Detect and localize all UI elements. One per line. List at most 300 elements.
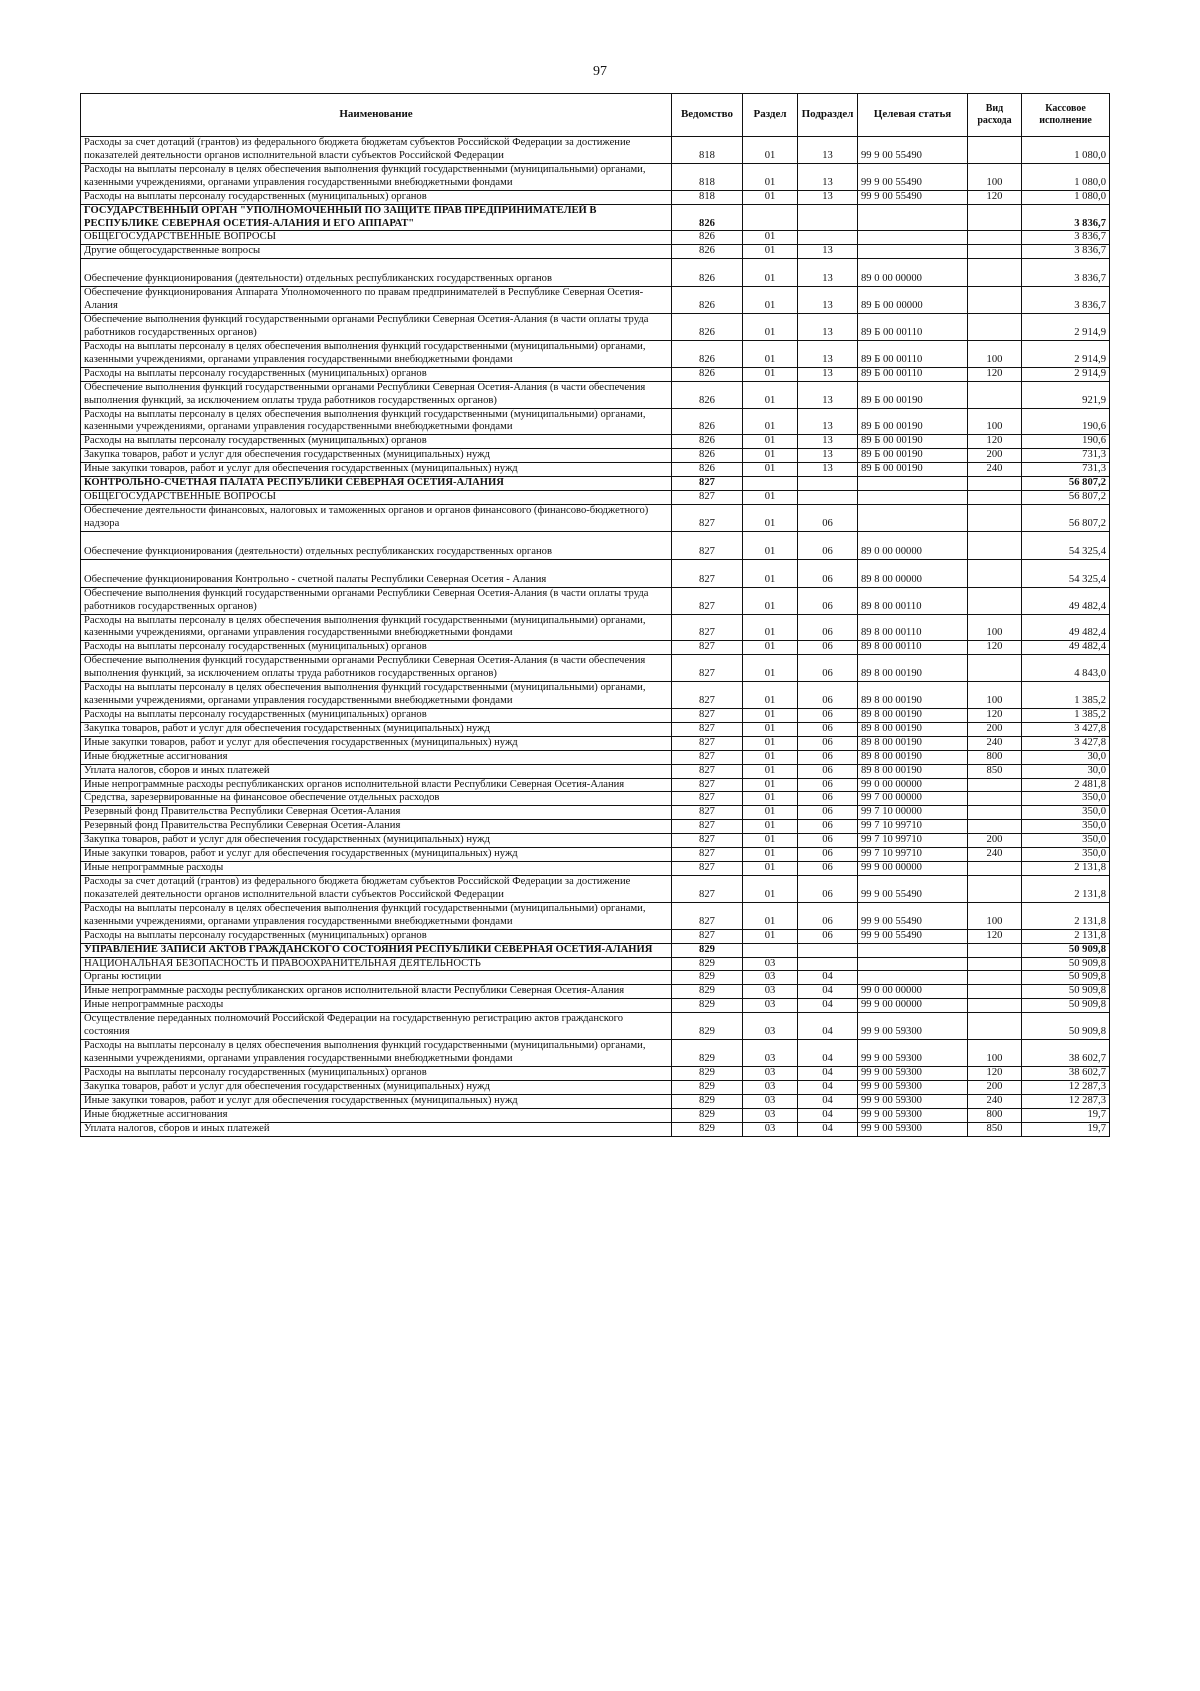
cell-celevaya-statya: 99 9 00 59300 bbox=[858, 1066, 968, 1080]
table-row bbox=[81, 1108, 1110, 1122]
table-row bbox=[81, 504, 1110, 531]
cell-razdel: 01 bbox=[743, 381, 798, 408]
cell-kassovoe-ispolnenie: 350,0 bbox=[1022, 806, 1110, 820]
cell-razdel: 01 bbox=[743, 708, 798, 722]
cell-celevaya-statya: 89 8 00 00190 bbox=[858, 764, 968, 778]
cell-podrazdel: 06 bbox=[798, 792, 858, 806]
cell-kassovoe-ispolnenie: 1 080,0 bbox=[1022, 137, 1110, 164]
cell-celevaya-statya: 99 7 00 00000 bbox=[858, 792, 968, 806]
table-row bbox=[81, 435, 1110, 449]
cell-celevaya-statya: 99 7 10 99710 bbox=[858, 848, 968, 862]
cell-vedomstvo: 826 bbox=[672, 449, 743, 463]
cell-vid-rashoda bbox=[968, 504, 1022, 531]
cell-razdel: 01 bbox=[743, 722, 798, 736]
cell-razdel: 01 bbox=[743, 435, 798, 449]
cell-celevaya-statya: 99 7 10 00000 bbox=[858, 806, 968, 820]
cell-celevaya-statya: 89 8 00 00190 bbox=[858, 682, 968, 709]
cell-podrazdel: 13 bbox=[798, 381, 858, 408]
cell-vid-rashoda: 240 bbox=[968, 1094, 1022, 1108]
cell-name: НАЦИОНАЛЬНАЯ БЕЗОПАСНОСТЬ И ПРАВООХРАНИТЕЛЬНАЯ ДЕЯТЕЛЬНОСТЬ bbox=[81, 957, 672, 971]
cell-kassovoe-ispolnenie: 50 909,8 bbox=[1022, 1013, 1110, 1040]
table-row bbox=[81, 231, 1110, 245]
table-row bbox=[81, 957, 1110, 971]
cell-kassovoe-ispolnenie: 49 482,4 bbox=[1022, 587, 1110, 614]
cell-vid-rashoda bbox=[968, 245, 1022, 259]
cell-vedomstvo: 827 bbox=[672, 862, 743, 876]
cell-razdel: 01 bbox=[743, 736, 798, 750]
cell-vedomstvo: 827 bbox=[672, 750, 743, 764]
cell-name: Расходы на выплаты персоналу государственных (муниципальных) органов bbox=[81, 1066, 672, 1080]
cell-celevaya-statya: 89 Б 00 00190 bbox=[858, 463, 968, 477]
cell-vedomstvo: 827 bbox=[672, 792, 743, 806]
cell-celevaya-statya: 89 Б 00 00190 bbox=[858, 435, 968, 449]
cell-vid-rashoda: 120 bbox=[968, 708, 1022, 722]
cell-vid-rashoda: 200 bbox=[968, 834, 1022, 848]
table-row bbox=[81, 820, 1110, 834]
cell-razdel: 01 bbox=[743, 792, 798, 806]
table-row bbox=[81, 204, 1110, 231]
cell-name: Уплата налогов, сборов и иных платежей bbox=[81, 1122, 672, 1136]
cell-name: УПРАВЛЕНИЕ ЗАПИСИ АКТОВ ГРАЖДАНСКОГО СОСТОЯНИЯ РЕСПУБЛИКИ СЕВЕРНАЯ ОСЕТИЯ-АЛАНИЯ bbox=[81, 943, 672, 957]
cell-vid-rashoda: 120 bbox=[968, 367, 1022, 381]
cell-name: Закупка товаров, работ и услуг для обеспечения государственных (муниципальных) нужд bbox=[81, 834, 672, 848]
table-row bbox=[81, 190, 1110, 204]
cell-vedomstvo: 827 bbox=[672, 682, 743, 709]
cell-kassovoe-ispolnenie: 54 325,4 bbox=[1022, 531, 1110, 559]
cell-vedomstvo: 818 bbox=[672, 137, 743, 164]
cell-podrazdel: 04 bbox=[798, 1066, 858, 1080]
cell-celevaya-statya: 89 8 00 00190 bbox=[858, 722, 968, 736]
cell-podrazdel: 04 bbox=[798, 1122, 858, 1136]
cell-name: Иные закупки товаров, работ и услуг для обеспечения государственных (муниципальных) нужд bbox=[81, 463, 672, 477]
cell-razdel: 01 bbox=[743, 682, 798, 709]
cell-name: Иные непрограммные расходы республиканских органов исполнительной власти Республики Северная Осетия-Алания bbox=[81, 985, 672, 999]
table-row bbox=[81, 999, 1110, 1013]
cell-podrazdel: 06 bbox=[798, 750, 858, 764]
cell-razdel: 01 bbox=[743, 231, 798, 245]
table-row bbox=[81, 491, 1110, 505]
cell-name: Расходы на выплаты персоналу государственных (муниципальных) органов bbox=[81, 708, 672, 722]
cell-razdel: 01 bbox=[743, 559, 798, 587]
cell-vedomstvo: 827 bbox=[672, 504, 743, 531]
table-row bbox=[81, 971, 1110, 985]
cell-vedomstvo: 827 bbox=[672, 902, 743, 929]
cell-kassovoe-ispolnenie: 2 131,8 bbox=[1022, 902, 1110, 929]
cell-vedomstvo: 826 bbox=[672, 245, 743, 259]
cell-name: Расходы на выплаты персоналу государственных (муниципальных) органов bbox=[81, 641, 672, 655]
cell-razdel: 03 bbox=[743, 957, 798, 971]
cell-podrazdel: 13 bbox=[798, 190, 858, 204]
cell-vid-rashoda bbox=[968, 381, 1022, 408]
cell-razdel bbox=[743, 204, 798, 231]
column-header-kassovoe-ispolnenie: Кассовое исполнение bbox=[1022, 94, 1110, 137]
cell-podrazdel: 04 bbox=[798, 1108, 858, 1122]
cell-podrazdel: 06 bbox=[798, 820, 858, 834]
cell-podrazdel: 04 bbox=[798, 1094, 858, 1108]
cell-celevaya-statya: 89 0 00 00000 bbox=[858, 259, 968, 287]
cell-podrazdel bbox=[798, 491, 858, 505]
cell-vid-rashoda: 100 bbox=[968, 1040, 1022, 1067]
cell-kassovoe-ispolnenie: 3 427,8 bbox=[1022, 722, 1110, 736]
table-row bbox=[81, 559, 1110, 587]
cell-kassovoe-ispolnenie: 3 836,7 bbox=[1022, 245, 1110, 259]
table-row bbox=[81, 722, 1110, 736]
cell-celevaya-statya: 99 9 00 59300 bbox=[858, 1013, 968, 1040]
cell-podrazdel: 06 bbox=[798, 806, 858, 820]
cell-vedomstvo: 826 bbox=[672, 314, 743, 341]
cell-celevaya-statya bbox=[858, 204, 968, 231]
cell-kassovoe-ispolnenie: 19,7 bbox=[1022, 1122, 1110, 1136]
cell-vedomstvo: 829 bbox=[672, 1080, 743, 1094]
cell-kassovoe-ispolnenie: 30,0 bbox=[1022, 764, 1110, 778]
cell-kassovoe-ispolnenie: 3 836,7 bbox=[1022, 287, 1110, 314]
cell-kassovoe-ispolnenie: 2 914,9 bbox=[1022, 340, 1110, 367]
cell-vid-rashoda: 100 bbox=[968, 682, 1022, 709]
cell-vid-rashoda bbox=[968, 971, 1022, 985]
cell-kassovoe-ispolnenie: 2 481,8 bbox=[1022, 778, 1110, 792]
cell-vedomstvo: 827 bbox=[672, 587, 743, 614]
table-row bbox=[81, 1013, 1110, 1040]
cell-celevaya-statya: 89 8 00 00000 bbox=[858, 559, 968, 587]
cell-podrazdel: 06 bbox=[798, 778, 858, 792]
cell-razdel: 03 bbox=[743, 999, 798, 1013]
cell-razdel: 01 bbox=[743, 614, 798, 641]
column-header-podrazdel: Подраздел bbox=[798, 94, 858, 137]
cell-name: ОБЩЕГОСУДАРСТВЕННЫЕ ВОПРОСЫ bbox=[81, 231, 672, 245]
cell-celevaya-statya: 89 Б 00 00110 bbox=[858, 367, 968, 381]
cell-vid-rashoda: 800 bbox=[968, 750, 1022, 764]
table-row bbox=[81, 614, 1110, 641]
cell-vid-rashoda: 100 bbox=[968, 408, 1022, 435]
cell-name: Иные непрограммные расходы bbox=[81, 999, 672, 1013]
table-row bbox=[81, 736, 1110, 750]
cell-name: Иные бюджетные ассигнования bbox=[81, 1108, 672, 1122]
cell-vid-rashoda bbox=[968, 820, 1022, 834]
cell-vedomstvo: 829 bbox=[672, 1013, 743, 1040]
cell-podrazdel: 06 bbox=[798, 531, 858, 559]
cell-razdel: 01 bbox=[743, 902, 798, 929]
cell-podrazdel: 06 bbox=[798, 876, 858, 903]
cell-razdel: 01 bbox=[743, 163, 798, 190]
table-row bbox=[81, 902, 1110, 929]
cell-vedomstvo: 827 bbox=[672, 477, 743, 491]
cell-name: Расходы на выплаты персоналу в целях обеспечения выполнения функций государственными (муниципальными) органами, казенными учреждениями, органами управления государственными внебюджетными фондами bbox=[81, 682, 672, 709]
cell-vid-rashoda bbox=[968, 259, 1022, 287]
table-row bbox=[81, 1080, 1110, 1094]
cell-celevaya-statya: 89 8 00 00110 bbox=[858, 587, 968, 614]
cell-vedomstvo: 827 bbox=[672, 848, 743, 862]
cell-razdel: 01 bbox=[743, 876, 798, 903]
cell-razdel: 01 bbox=[743, 764, 798, 778]
cell-vedomstvo: 827 bbox=[672, 806, 743, 820]
cell-podrazdel: 06 bbox=[798, 504, 858, 531]
cell-razdel: 01 bbox=[743, 449, 798, 463]
cell-kassovoe-ispolnenie: 19,7 bbox=[1022, 1108, 1110, 1122]
cell-razdel: 03 bbox=[743, 985, 798, 999]
cell-kassovoe-ispolnenie: 2 914,9 bbox=[1022, 367, 1110, 381]
cell-celevaya-statya: 99 9 00 55490 bbox=[858, 902, 968, 929]
table-body bbox=[81, 137, 1110, 1137]
cell-kassovoe-ispolnenie: 56 807,2 bbox=[1022, 491, 1110, 505]
cell-name: ГОСУДАРСТВЕННЫЙ ОРГАН "УПОЛНОМОЧЕННЫЙ ПО ЗАЩИТЕ ПРАВ ПРЕДПРИНИМАТЕЛЕЙ В РЕСПУБЛИКЕ СЕВЕРНАЯ ОСЕТИЯ-АЛАНИЯ И ЕГО АППАРАТ" bbox=[81, 204, 672, 231]
cell-celevaya-statya: 99 9 00 55490 bbox=[858, 163, 968, 190]
table-header-row bbox=[81, 94, 1110, 137]
cell-podrazdel: 06 bbox=[798, 587, 858, 614]
cell-podrazdel: 13 bbox=[798, 314, 858, 341]
table-row bbox=[81, 477, 1110, 491]
cell-vid-rashoda bbox=[968, 231, 1022, 245]
cell-name: Расходы за счет дотаций (грантов) из федерального бюджета бюджетам субъектов Российской Федерации за достижение показателей деятельности органов исполнительной власти субъектов Российской Федерации bbox=[81, 137, 672, 164]
cell-name: Обеспечение выполнения функций государственными органами Республики Северная Осетия-Алания (в части обеспечения выполнения функций, за исключением оплаты труда работников государственных органов) bbox=[81, 655, 672, 682]
cell-vid-rashoda: 100 bbox=[968, 614, 1022, 641]
cell-podrazdel: 13 bbox=[798, 259, 858, 287]
cell-kassovoe-ispolnenie: 1 080,0 bbox=[1022, 163, 1110, 190]
cell-podrazdel: 06 bbox=[798, 862, 858, 876]
cell-kassovoe-ispolnenie: 38 602,7 bbox=[1022, 1066, 1110, 1080]
cell-podrazdel: 06 bbox=[798, 614, 858, 641]
table-row bbox=[81, 449, 1110, 463]
cell-vedomstvo: 829 bbox=[672, 999, 743, 1013]
cell-name: Расходы на выплаты персоналу государственных (муниципальных) органов bbox=[81, 435, 672, 449]
cell-vid-rashoda bbox=[968, 559, 1022, 587]
cell-celevaya-statya: 89 8 00 00190 bbox=[858, 750, 968, 764]
cell-vid-rashoda bbox=[968, 655, 1022, 682]
cell-vid-rashoda bbox=[968, 957, 1022, 971]
table-row bbox=[81, 463, 1110, 477]
cell-kassovoe-ispolnenie: 49 482,4 bbox=[1022, 641, 1110, 655]
cell-razdel: 03 bbox=[743, 1108, 798, 1122]
table-row bbox=[81, 708, 1110, 722]
cell-podrazdel: 06 bbox=[798, 764, 858, 778]
table-row bbox=[81, 408, 1110, 435]
cell-vid-rashoda bbox=[968, 792, 1022, 806]
cell-podrazdel: 06 bbox=[798, 834, 858, 848]
cell-podrazdel: 06 bbox=[798, 559, 858, 587]
table-row bbox=[81, 806, 1110, 820]
cell-podrazdel: 13 bbox=[798, 137, 858, 164]
cell-vedomstvo: 829 bbox=[672, 1094, 743, 1108]
cell-razdel: 01 bbox=[743, 834, 798, 848]
cell-razdel: 01 bbox=[743, 367, 798, 381]
cell-celevaya-statya bbox=[858, 245, 968, 259]
cell-vedomstvo: 826 bbox=[672, 259, 743, 287]
cell-name: Органы юстиции bbox=[81, 971, 672, 985]
cell-vid-rashoda bbox=[968, 587, 1022, 614]
cell-razdel: 03 bbox=[743, 1040, 798, 1067]
cell-name: Обеспечение функционирования (деятельности) отдельных республиканских государственных органов bbox=[81, 531, 672, 559]
cell-vid-rashoda: 240 bbox=[968, 848, 1022, 862]
cell-vid-rashoda bbox=[968, 778, 1022, 792]
cell-celevaya-statya bbox=[858, 504, 968, 531]
cell-vid-rashoda bbox=[968, 999, 1022, 1013]
cell-podrazdel: 13 bbox=[798, 340, 858, 367]
cell-razdel: 01 bbox=[743, 862, 798, 876]
cell-kassovoe-ispolnenie: 190,6 bbox=[1022, 435, 1110, 449]
cell-vedomstvo: 827 bbox=[672, 929, 743, 943]
table-row bbox=[81, 1122, 1110, 1136]
cell-podrazdel: 06 bbox=[798, 682, 858, 709]
table-row bbox=[81, 1040, 1110, 1067]
cell-podrazdel: 13 bbox=[798, 449, 858, 463]
table-row bbox=[81, 340, 1110, 367]
cell-razdel: 01 bbox=[743, 463, 798, 477]
cell-kassovoe-ispolnenie: 2 131,8 bbox=[1022, 876, 1110, 903]
cell-celevaya-statya: 99 0 00 00000 bbox=[858, 778, 968, 792]
cell-razdel: 01 bbox=[743, 504, 798, 531]
cell-vedomstvo: 829 bbox=[672, 1066, 743, 1080]
table-row bbox=[81, 314, 1110, 341]
cell-podrazdel bbox=[798, 477, 858, 491]
table-row bbox=[81, 259, 1110, 287]
cell-podrazdel: 06 bbox=[798, 655, 858, 682]
cell-name: Иные закупки товаров, работ и услуг для обеспечения государственных (муниципальных) нужд bbox=[81, 736, 672, 750]
cell-vedomstvo: 818 bbox=[672, 190, 743, 204]
cell-kassovoe-ispolnenie: 350,0 bbox=[1022, 848, 1110, 862]
cell-razdel: 01 bbox=[743, 806, 798, 820]
cell-name: Расходы на выплаты персоналу в целях обеспечения выполнения функций государственными (муниципальными) органами, казенными учреждениями, органами управления государственными внебюджетными фондами bbox=[81, 163, 672, 190]
cell-podrazdel: 13 bbox=[798, 163, 858, 190]
cell-name: Закупка товаров, работ и услуг для обеспечения государственных (муниципальных) нужд bbox=[81, 449, 672, 463]
cell-vedomstvo: 829 bbox=[672, 1108, 743, 1122]
cell-vid-rashoda: 200 bbox=[968, 722, 1022, 736]
cell-celevaya-statya: 89 Б 00 00000 bbox=[858, 287, 968, 314]
cell-vedomstvo: 829 bbox=[672, 985, 743, 999]
cell-name: Обеспечение выполнения функций государственными органами Республики Северная Осетия-Алания (в части обеспечения выполнения функций, за исключением оплаты труда работников государственных органов) bbox=[81, 381, 672, 408]
cell-vid-rashoda bbox=[968, 477, 1022, 491]
cell-celevaya-statya: 89 Б 00 00110 bbox=[858, 314, 968, 341]
cell-vedomstvo: 827 bbox=[672, 614, 743, 641]
cell-kassovoe-ispolnenie: 56 807,2 bbox=[1022, 504, 1110, 531]
cell-vid-rashoda: 120 bbox=[968, 929, 1022, 943]
cell-vid-rashoda bbox=[968, 287, 1022, 314]
cell-vedomstvo: 827 bbox=[672, 736, 743, 750]
cell-celevaya-statya: 89 Б 00 00190 bbox=[858, 381, 968, 408]
cell-kassovoe-ispolnenie: 1 080,0 bbox=[1022, 190, 1110, 204]
table-row bbox=[81, 792, 1110, 806]
cell-vid-rashoda: 240 bbox=[968, 736, 1022, 750]
cell-name: Расходы на выплаты персоналу государственных (муниципальных) органов bbox=[81, 367, 672, 381]
cell-vedomstvo: 829 bbox=[672, 1040, 743, 1067]
cell-podrazdel: 13 bbox=[798, 408, 858, 435]
cell-razdel: 01 bbox=[743, 190, 798, 204]
cell-kassovoe-ispolnenie: 731,3 bbox=[1022, 449, 1110, 463]
cell-celevaya-statya: 89 8 00 00110 bbox=[858, 641, 968, 655]
cell-vid-rashoda bbox=[968, 314, 1022, 341]
cell-celevaya-statya: 99 9 00 55490 bbox=[858, 876, 968, 903]
table-row bbox=[81, 1094, 1110, 1108]
cell-vedomstvo: 818 bbox=[672, 163, 743, 190]
cell-kassovoe-ispolnenie: 50 909,8 bbox=[1022, 943, 1110, 957]
column-header-name: Наименование bbox=[81, 94, 672, 137]
cell-vid-rashoda: 240 bbox=[968, 463, 1022, 477]
cell-razdel: 03 bbox=[743, 1066, 798, 1080]
cell-name: Обеспечение выполнения функций государственными органами Республики Северная Осетия-Алания (в части оплаты труда работников государственных органов) bbox=[81, 314, 672, 341]
cell-vedomstvo: 827 bbox=[672, 559, 743, 587]
cell-celevaya-statya: 99 0 00 00000 bbox=[858, 985, 968, 999]
cell-razdel: 01 bbox=[743, 245, 798, 259]
cell-name: КОНТРОЛЬНО-СЧЕТНАЯ ПАЛАТА РЕСПУБЛИКИ СЕВЕРНАЯ ОСЕТИЯ-АЛАНИЯ bbox=[81, 477, 672, 491]
cell-vedomstvo: 827 bbox=[672, 655, 743, 682]
cell-podrazdel bbox=[798, 957, 858, 971]
table-row bbox=[81, 750, 1110, 764]
cell-vid-rashoda: 100 bbox=[968, 163, 1022, 190]
cell-podrazdel: 13 bbox=[798, 463, 858, 477]
cell-vid-rashoda: 850 bbox=[968, 1122, 1022, 1136]
cell-kassovoe-ispolnenie: 12 287,3 bbox=[1022, 1094, 1110, 1108]
cell-razdel: 01 bbox=[743, 820, 798, 834]
cell-name: Иные непрограммные расходы республиканских органов исполнительной власти Республики Северная Осетия-Алания bbox=[81, 778, 672, 792]
column-header-celevaya-statya: Целевая статья bbox=[858, 94, 968, 137]
cell-podrazdel: 04 bbox=[798, 1013, 858, 1040]
cell-vedomstvo: 827 bbox=[672, 834, 743, 848]
cell-kassovoe-ispolnenie: 350,0 bbox=[1022, 834, 1110, 848]
cell-podrazdel: 13 bbox=[798, 367, 858, 381]
cell-name: Расходы на выплаты персоналу в целях обеспечения выполнения функций государственными (муниципальными) органами, казенными учреждениями, органами управления государственными внебюджетными фондами bbox=[81, 340, 672, 367]
cell-razdel: 01 bbox=[743, 641, 798, 655]
cell-kassovoe-ispolnenie: 49 482,4 bbox=[1022, 614, 1110, 641]
cell-podrazdel: 04 bbox=[798, 999, 858, 1013]
cell-celevaya-statya bbox=[858, 957, 968, 971]
cell-razdel: 01 bbox=[743, 848, 798, 862]
cell-razdel: 01 bbox=[743, 137, 798, 164]
cell-kassovoe-ispolnenie: 4 843,0 bbox=[1022, 655, 1110, 682]
table-row bbox=[81, 929, 1110, 943]
cell-vedomstvo: 826 bbox=[672, 367, 743, 381]
cell-vid-rashoda bbox=[968, 137, 1022, 164]
cell-vedomstvo: 827 bbox=[672, 641, 743, 655]
cell-vedomstvo: 826 bbox=[672, 408, 743, 435]
cell-name: Уплата налогов, сборов и иных платежей bbox=[81, 764, 672, 778]
cell-razdel: 01 bbox=[743, 778, 798, 792]
cell-celevaya-statya: 99 9 00 00000 bbox=[858, 862, 968, 876]
cell-name: Обеспечение деятельности финансовых, налоговых и таможенных органов и органов финансового (финансово-бюджетного) надзора bbox=[81, 504, 672, 531]
cell-podrazdel bbox=[798, 943, 858, 957]
cell-kassovoe-ispolnenie: 1 385,2 bbox=[1022, 708, 1110, 722]
cell-kassovoe-ispolnenie: 12 287,3 bbox=[1022, 1080, 1110, 1094]
cell-kassovoe-ispolnenie: 3 836,7 bbox=[1022, 231, 1110, 245]
cell-celevaya-statya: 99 9 00 59300 bbox=[858, 1122, 968, 1136]
cell-podrazdel bbox=[798, 204, 858, 231]
cell-kassovoe-ispolnenie: 2 131,8 bbox=[1022, 929, 1110, 943]
table-row bbox=[81, 655, 1110, 682]
cell-celevaya-statya bbox=[858, 943, 968, 957]
cell-vedomstvo: 827 bbox=[672, 722, 743, 736]
cell-name: Иные бюджетные ассигнования bbox=[81, 750, 672, 764]
cell-razdel: 01 bbox=[743, 314, 798, 341]
table-row bbox=[81, 985, 1110, 999]
cell-vid-rashoda bbox=[968, 204, 1022, 231]
cell-podrazdel: 04 bbox=[798, 1040, 858, 1067]
table-row bbox=[81, 367, 1110, 381]
cell-razdel bbox=[743, 943, 798, 957]
cell-kassovoe-ispolnenie: 50 909,8 bbox=[1022, 971, 1110, 985]
cell-name: Обеспечение функционирования Контрольно - счетной палаты Республики Северная Осетия - Алания bbox=[81, 559, 672, 587]
cell-name: Обеспечение функционирования Аппарата Уполномоченного по правам предпринимателей в Республике Северная Осетия-Алания bbox=[81, 287, 672, 314]
cell-kassovoe-ispolnenie: 56 807,2 bbox=[1022, 477, 1110, 491]
table-row bbox=[81, 641, 1110, 655]
cell-podrazdel: 04 bbox=[798, 1080, 858, 1094]
table-row bbox=[81, 287, 1110, 314]
table-row bbox=[81, 137, 1110, 164]
cell-name: Резервный фонд Правительства Республики Северная Осетия-Алания bbox=[81, 806, 672, 820]
table-row bbox=[81, 764, 1110, 778]
cell-vedomstvo: 827 bbox=[672, 531, 743, 559]
cell-kassovoe-ispolnenie: 2 914,9 bbox=[1022, 314, 1110, 341]
cell-vid-rashoda: 120 bbox=[968, 435, 1022, 449]
cell-celevaya-statya bbox=[858, 477, 968, 491]
cell-kassovoe-ispolnenie: 38 602,7 bbox=[1022, 1040, 1110, 1067]
cell-vedomstvo: 826 bbox=[672, 231, 743, 245]
